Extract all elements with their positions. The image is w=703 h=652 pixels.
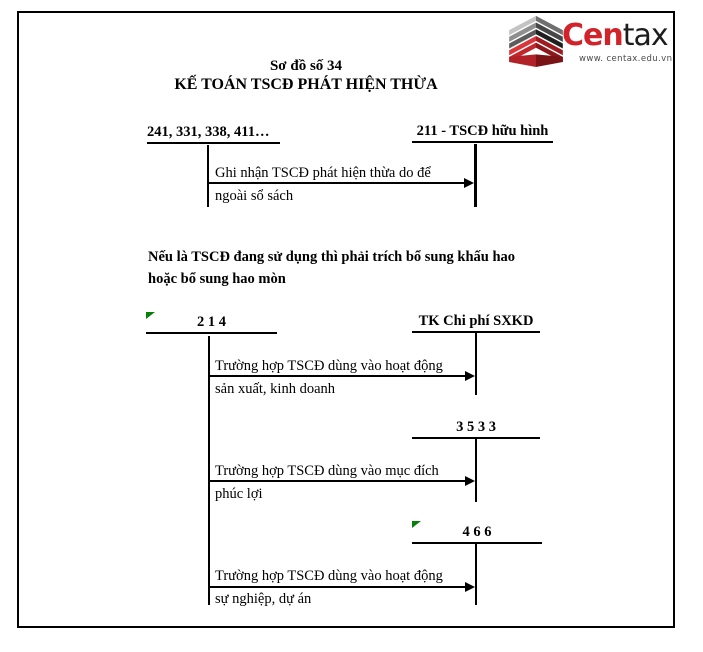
note-line1: Nếu là TSCĐ đang sử dụng thì phải trích bổ sung khấu hao [148,249,516,265]
t-account-stem-right-1 [474,144,477,207]
flow-arrow-3 [210,480,465,482]
page-border [17,11,675,628]
t-account-stem-right-4 [475,544,477,605]
brand-text [562,18,668,53]
account-241-331-338-411: 241, 331, 338, 411… [147,122,280,144]
flow-arrow-4 [210,586,465,588]
note-paragraph [148,246,578,290]
flow-arrow-2 [210,375,465,377]
flow1-label-line2: ngoài sổ sách [215,188,294,204]
flow4-label-line1: Trường hợp TSCĐ dùng vào hoạt động [215,568,443,584]
flow-arrow-1 [209,182,464,184]
account-211-tscd-huu-hinh: 211 - TSCĐ hữu hình [412,121,553,143]
flow3-label-line1: Trường hợp TSCĐ dùng vào mục đích [215,463,439,479]
flow2-label-line1: Trường hợp TSCĐ dùng vào hoạt động [215,358,443,374]
brand-text-cen: Cen [562,18,623,53]
note-line2: hoặc bổ sung hao mòn [148,271,286,287]
account-3533: 3 5 3 3 [412,417,540,439]
flow2-label-line2: sản xuất, kinh doanh [215,381,336,397]
account-tk-chi-phi-sxkd: TK Chi phí SXKD [412,311,540,333]
flow1-label-line1: Ghi nhận TSCĐ phát hiện thừa do để [215,165,431,181]
flow4-label-line2: sự nghiệp, dự án [215,591,312,607]
diagram-number: Sơ đồ số 34 [269,58,343,74]
diagram-title: KẾ TOÁN TSCĐ PHÁT HIỆN THỪA [174,76,438,93]
flow3-label-line2: phúc lợi [215,486,263,502]
brand-url: www. centax.edu.vn [579,54,673,64]
account-214: 2 1 4 [146,312,277,334]
t-account-stem-left-1 [207,145,209,207]
t-account-stem-right-2 [475,333,477,395]
page-title [96,57,516,94]
brand-text-tax: tax [622,18,668,53]
t-account-stem-right-3 [475,439,477,502]
centax-logo [505,14,673,66]
account-466: 4 6 6 [412,522,542,544]
